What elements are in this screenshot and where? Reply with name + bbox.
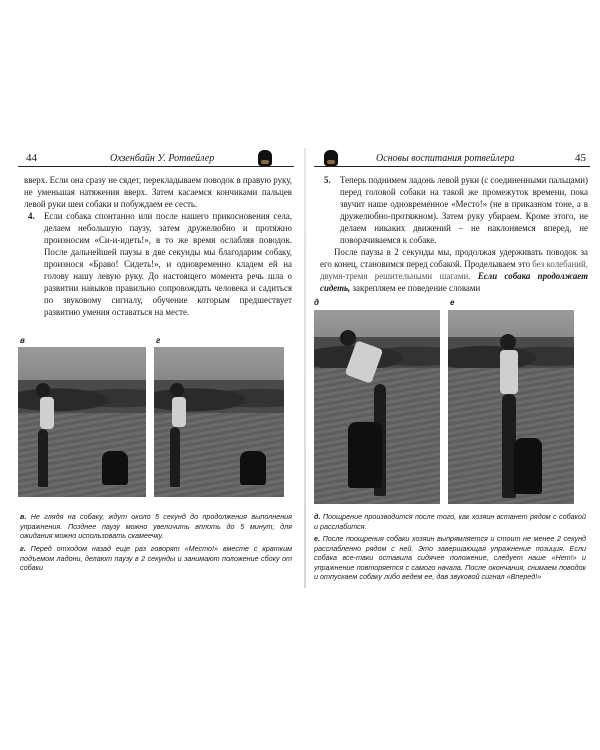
- right-page: [314, 148, 590, 588]
- caption-e: [314, 534, 586, 582]
- running-title-left: Охзенбайн У. Ротвейлер: [110, 153, 215, 164]
- photo-letter: е: [450, 298, 455, 307]
- page-number-right: 45: [575, 152, 586, 164]
- running-title-right: Основы воспитания ротвейлера: [376, 153, 515, 164]
- caption-text: Перед отходом назад еще раз говорят «Место!» вместе с кратким подъемом ладони, делают паузу в 2 секунды и занимают положение сбоку от собаки: [20, 544, 293, 573]
- step-4: [24, 210, 292, 318]
- paragraph: [320, 246, 588, 294]
- paragraph-text: без колебаний, двумя-тремя решительными шагами.: [320, 259, 588, 281]
- photo-v: [18, 347, 146, 497]
- caption-text: Поощрение производится после того, как хозяин встанет рядом с собакой и расслабится.: [314, 512, 586, 531]
- paragraph-text: После паузы в 2 секунды мы, продолжая удерживать поводок за его конец, становимся перед собакой. Проделываем это: [320, 247, 588, 269]
- book-spread: [14, 148, 589, 588]
- right-page-header: [314, 148, 590, 167]
- photo-e: [448, 310, 574, 504]
- page-number-left: 44: [26, 152, 37, 164]
- caption-letter: г.: [20, 544, 26, 553]
- photo-letter: в: [20, 336, 25, 345]
- caption-g: [20, 544, 292, 573]
- photo-letter: д: [314, 298, 319, 307]
- caption-letter: д.: [314, 512, 321, 521]
- right-body-text: [320, 174, 588, 294]
- caption-text: После поощрения собаки хозяин выпрямляется и стоит не менее 2 секунд расслабленно рядом с ней. Это завершающая упражнение позиция. Если собака все-таки оставила сидячее положение, следует наше «Нет!» и упражнение повторяется с самого начала. После окончания, снимаем поводок и отпускаем собаку либо ведем ее, дав звуковой сигнал «Вперед!»: [314, 534, 586, 582]
- caption-text: Не глядя на собаку, ждут около 5 секунд до продолжения выполнения упражнения. Позднее паузу можно увеличить вплоть до 5 минут; для ожидания можно использовать скамеечку.: [20, 512, 292, 541]
- caption-letter: в.: [20, 512, 27, 521]
- step-text: Теперь поднимем ладонь левой руки (с соединенными пальцами) перед головой собаки на такой же промежуток времени, пока звучит наше одновременное «Место!» (не в приказном тоне, а в дружелюбно-протяжном). Затем руку убираем. Кроме этого, не делаем никаких движений – не наклоняемся вперед, не поворачиваемся к собаке.: [340, 175, 588, 245]
- caption-d: [314, 512, 586, 531]
- step-5: [320, 174, 588, 246]
- paragraph-text: закрепляем ее поведение словами: [352, 283, 481, 293]
- left-body-text: [24, 174, 292, 318]
- step-text: Если собака спонтанно или после нашего прикосновения села, делаем небольшую паузу, затем дружелюбно и протяжно произносим «Си-и-идеть!», в то же время ослабляя поводок. После дальнейшей паузы в две секунды мы благодарим собаку, произнося «Браво! Сидеть!», и одновременно кладем ей на голову нашу левую руку. До настоящего момента речь шла о развитии навыков правильно сопровождать человека и садиться по звуковому сигналу, обучение которым предшествует развитию умения оставаться на месте.: [44, 211, 292, 317]
- right-photos: [314, 298, 590, 506]
- caption-letter: е.: [314, 534, 320, 543]
- book-gutter: [304, 148, 306, 588]
- left-page: [18, 148, 294, 588]
- caption-v: [20, 512, 292, 541]
- left-page-header: [18, 148, 294, 167]
- photo-g: [154, 347, 284, 497]
- paragraph-continued: вверх. Если она сразу не сядет, перекладываем поводок в правую руку, не уменьшая натяжения вверх. Затем касаемся кончиками пальцев левой руки шеи собаки и побуждаем ее сесть.: [24, 175, 292, 209]
- left-photos: [18, 336, 294, 496]
- step-number: 4.: [28, 211, 35, 221]
- photo-letter: г: [156, 336, 161, 345]
- step-number: 5.: [324, 175, 331, 185]
- photo-d: [314, 310, 440, 504]
- rottweiler-head-icon: [324, 150, 338, 166]
- rottweiler-head-icon: [258, 150, 272, 166]
- emphasis-text: Если собака продолжает сидеть,: [320, 271, 589, 293]
